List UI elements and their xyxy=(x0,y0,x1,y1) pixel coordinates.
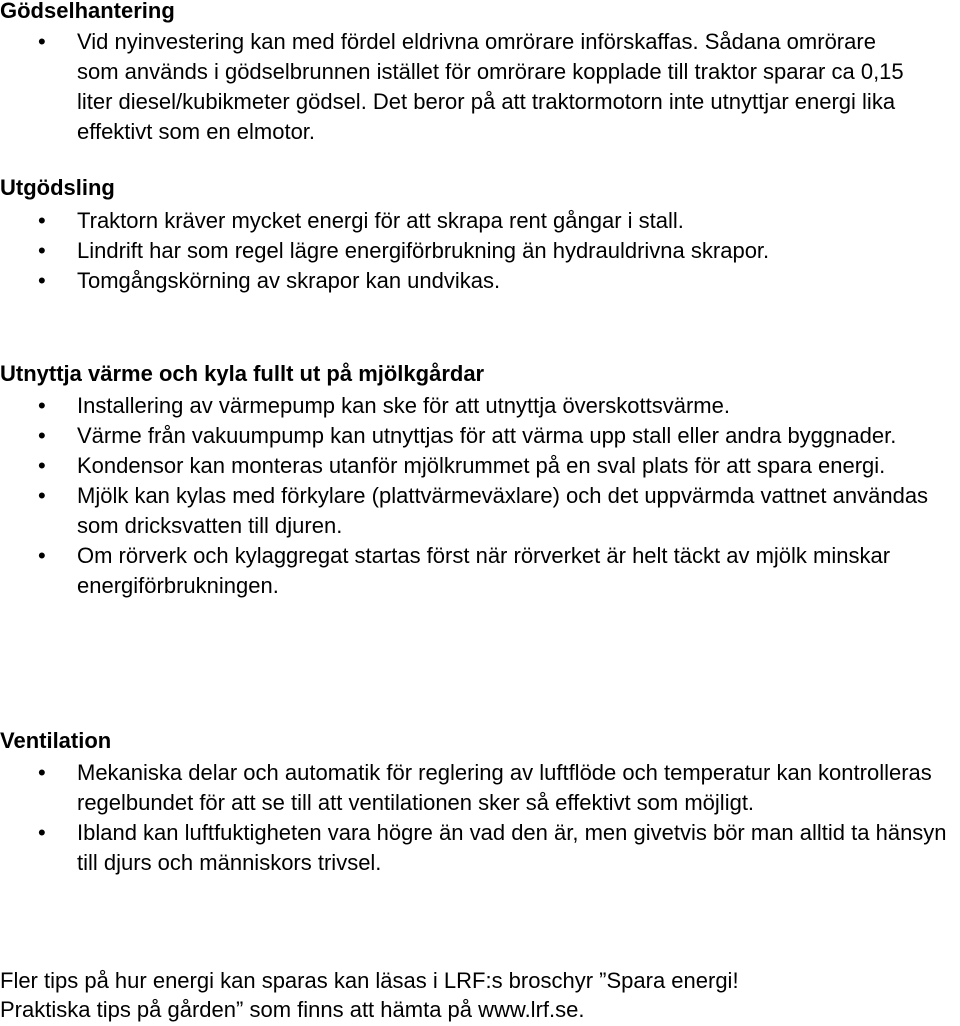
list-item-text: Kondensor kan monteras utanför mjölkrummet på en sval plats för att spara energi. xyxy=(77,453,886,478)
footer-paragraph xyxy=(0,966,960,1024)
list-item xyxy=(0,758,960,818)
bullet-icon: • xyxy=(38,29,46,54)
bullet-icon: • xyxy=(38,453,46,478)
list-item-text: Traktorn kräver mycket energi för att skrapa rent gångar i stall. xyxy=(77,208,684,233)
section-heading-ventilation: Ventilation xyxy=(0,728,112,753)
bullet-icon: • xyxy=(38,238,46,263)
list-item xyxy=(0,266,960,296)
bullet-icon: • xyxy=(38,208,46,233)
list-item-text: Mekaniska delar och automatik för reglering av luftflöde och temperatur kan kontrolleras regelbundet för att se till att ventilationen sker så effektivt som möjligt. xyxy=(77,760,932,815)
bullet-icon: • xyxy=(38,820,46,845)
footer-line-1: Fler tips på hur energi kan sparas kan läsas i LRF:s broschyr ”Spara energi! xyxy=(0,968,739,993)
list-item xyxy=(0,206,960,236)
list-item xyxy=(0,481,960,541)
list-utgodsling xyxy=(0,206,960,296)
list-item-text: Värme från vakuumpump kan utnyttjas för att värma upp stall eller andra byggnader. xyxy=(77,423,897,448)
list-ventilation xyxy=(0,758,960,878)
list-item xyxy=(0,391,960,421)
section-heading-utgodsling: Utgödsling xyxy=(0,175,115,200)
list-varme-kyla xyxy=(0,391,960,601)
list-item-text: Mjölk kan kylas med förkylare (plattvärmeväxlare) och det uppvärmda vattnet användas som dricksvatten till djuren. xyxy=(77,483,929,538)
bullet-icon: • xyxy=(38,423,46,448)
list-item-text: Tomgångskörning av skrapor kan undvikas. xyxy=(77,268,501,293)
bullet-icon: • xyxy=(38,393,46,418)
list-item-text: Installering av värmepump kan ske för att utnyttja överskottsvärme. xyxy=(77,393,730,418)
section-heading-varme-kyla: Utnyttja värme och kyla fullt ut på mjölkgårdar xyxy=(0,361,485,386)
list-item-text: Vid nyinvestering kan med fördel eldrivna omrörare införskaffas. Sådana omrörare som används i gödselbrunnen istället för omrörare kopplade till traktor sparar ca 0,15 liter diesel/kubikmeter gödsel. Det beror på att traktormotorn inte utnyttjar energi lika effektivt som en elmotor. xyxy=(77,29,904,144)
list-item-text: Lindrift har som regel lägre energiförbrukning än hydrauldrivna skrapor. xyxy=(77,238,770,263)
list-godselhantering xyxy=(0,27,920,147)
bullet-icon: • xyxy=(38,543,46,568)
bullet-icon: • xyxy=(38,483,46,508)
section-heading-godselhantering: Gödselhantering xyxy=(0,0,175,23)
list-item xyxy=(0,818,960,878)
list-item xyxy=(0,541,960,601)
list-item xyxy=(0,451,960,481)
footer-line-2: Praktiska tips på gården” som finns att hämta på www.lrf.se. xyxy=(0,997,585,1022)
list-item xyxy=(0,27,920,147)
list-item xyxy=(0,236,960,266)
list-item-text: Ibland kan luftfuktigheten vara högre än vad den är, men givetvis bör man alltid ta hänsyn till djurs och människors trivsel. xyxy=(77,820,947,875)
list-item xyxy=(0,421,960,451)
bullet-icon: • xyxy=(38,268,46,293)
list-item-text: Om rörverk och kylaggregat startas först när rörverket är helt täckt av mjölk minskar energiförbrukningen. xyxy=(77,543,891,598)
bullet-icon: • xyxy=(38,760,46,785)
